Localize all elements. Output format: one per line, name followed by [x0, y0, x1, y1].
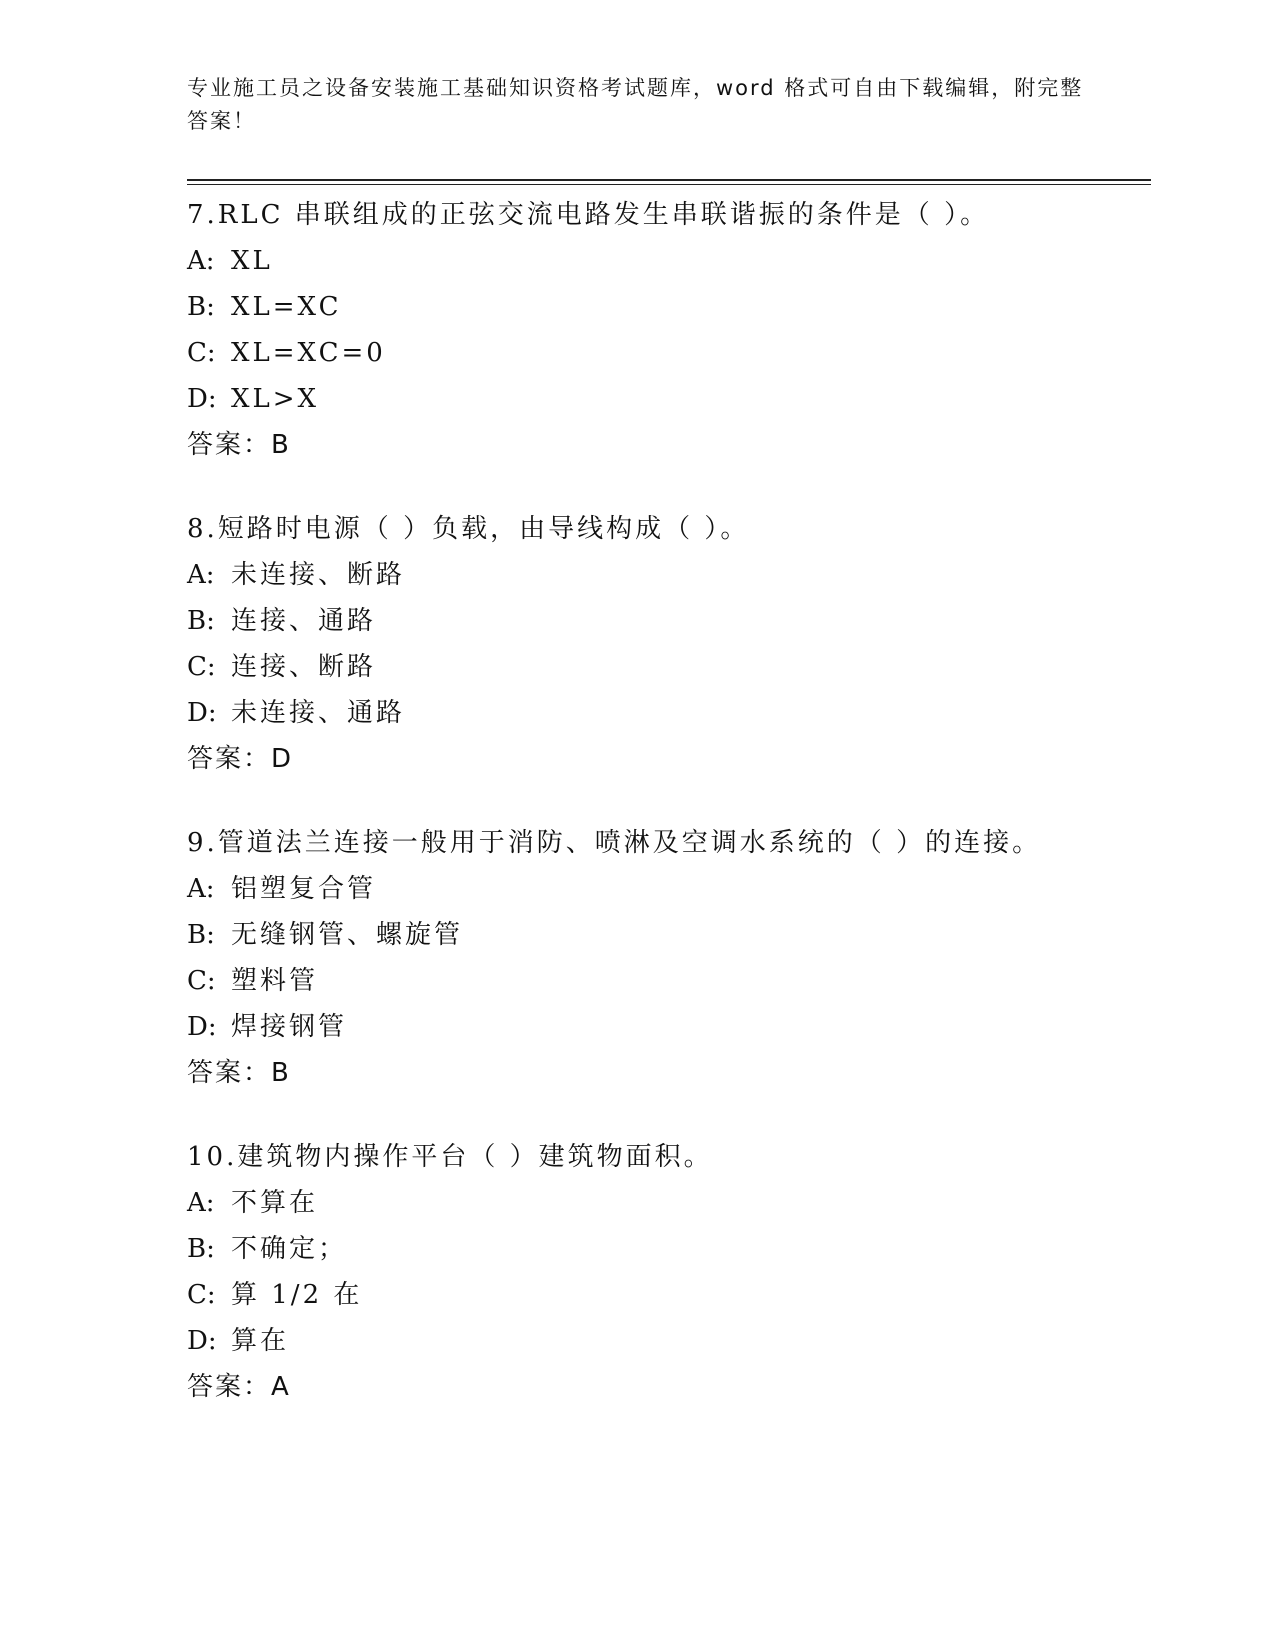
option-text: 不算在	[231, 1188, 319, 1218]
question-block	[187, 1134, 1147, 1410]
option-text: 塑料管	[231, 966, 319, 996]
header-divider-thick	[187, 179, 1151, 181]
option-letter: A:	[187, 560, 215, 590]
option-text: XL=XC=0	[231, 338, 386, 368]
option-text: 焊接钢管	[231, 1012, 348, 1042]
option-d	[187, 1004, 1147, 1050]
option-c	[187, 330, 1147, 376]
option-c	[187, 644, 1147, 690]
answer-line: 答案：B	[187, 1058, 291, 1088]
option-letter: D:	[187, 698, 217, 728]
option-letter: B:	[187, 606, 215, 636]
option-text: 算 1/2 在	[231, 1280, 363, 1310]
option-letter: D:	[187, 1326, 217, 1356]
option-d	[187, 376, 1147, 422]
option-a	[187, 238, 1147, 284]
option-letter: C:	[187, 652, 216, 682]
answer-line: 答案：A	[187, 1372, 291, 1402]
option-letter: B:	[187, 292, 215, 322]
option-letter: C:	[187, 1280, 216, 1310]
option-letter: B:	[187, 1234, 215, 1264]
option-a	[187, 866, 1147, 912]
option-text: 算在	[231, 1326, 290, 1356]
option-b	[187, 1226, 1147, 1272]
option-letter: D:	[187, 1012, 217, 1042]
option-text: 连接、通路	[231, 606, 377, 636]
question-block	[187, 192, 1147, 468]
option-letter: A:	[187, 874, 215, 904]
option-letter: C:	[187, 966, 216, 996]
option-letter: A:	[187, 246, 215, 276]
question-block	[187, 820, 1147, 1096]
header-divider-thin	[187, 184, 1151, 185]
option-text: 未连接、通路	[231, 698, 406, 728]
answer-line: 答案：B	[187, 430, 291, 460]
option-letter: A:	[187, 1188, 215, 1218]
option-c	[187, 958, 1147, 1004]
option-text: 铝塑复合管	[231, 874, 377, 904]
question-block	[187, 506, 1147, 782]
option-c	[187, 1272, 1147, 1318]
option-b	[187, 912, 1147, 958]
option-b	[187, 598, 1147, 644]
answer-line: 答案：D	[187, 744, 294, 774]
question-stem: 7.RLC 串联组成的正弦交流电路发生串联谐振的条件是（ ）。	[187, 200, 990, 230]
option-letter: D:	[187, 384, 217, 414]
option-text: XL=XC	[231, 292, 342, 322]
option-a	[187, 552, 1147, 598]
option-letter: C:	[187, 338, 216, 368]
question-stem: 10.建筑物内操作平台（ ）建筑物面积。	[187, 1142, 713, 1172]
option-letter: B:	[187, 920, 215, 950]
option-b	[187, 284, 1147, 330]
option-text: 连接、断路	[231, 652, 377, 682]
question-stem: 8.短路时电源（ ）负载，由导线构成（ ）。	[187, 514, 750, 544]
option-text: 无缝钢管、螺旋管	[231, 920, 464, 950]
option-a	[187, 1180, 1147, 1226]
document-header: 专业施工员之设备安装施工基础知识资格考试题库，word 格式可自由下载编辑，附完整答案！	[187, 76, 1084, 133]
option-d	[187, 1318, 1147, 1364]
option-d	[187, 690, 1147, 736]
option-text: 不确定；	[231, 1234, 348, 1264]
option-text: XL>X	[231, 384, 320, 414]
question-stem: 9.管道法兰连接一般用于消防、喷淋及空调水系统的（ ）的连接。	[187, 828, 1042, 858]
option-text: XL	[231, 246, 273, 276]
option-text: 未连接、断路	[231, 560, 406, 590]
